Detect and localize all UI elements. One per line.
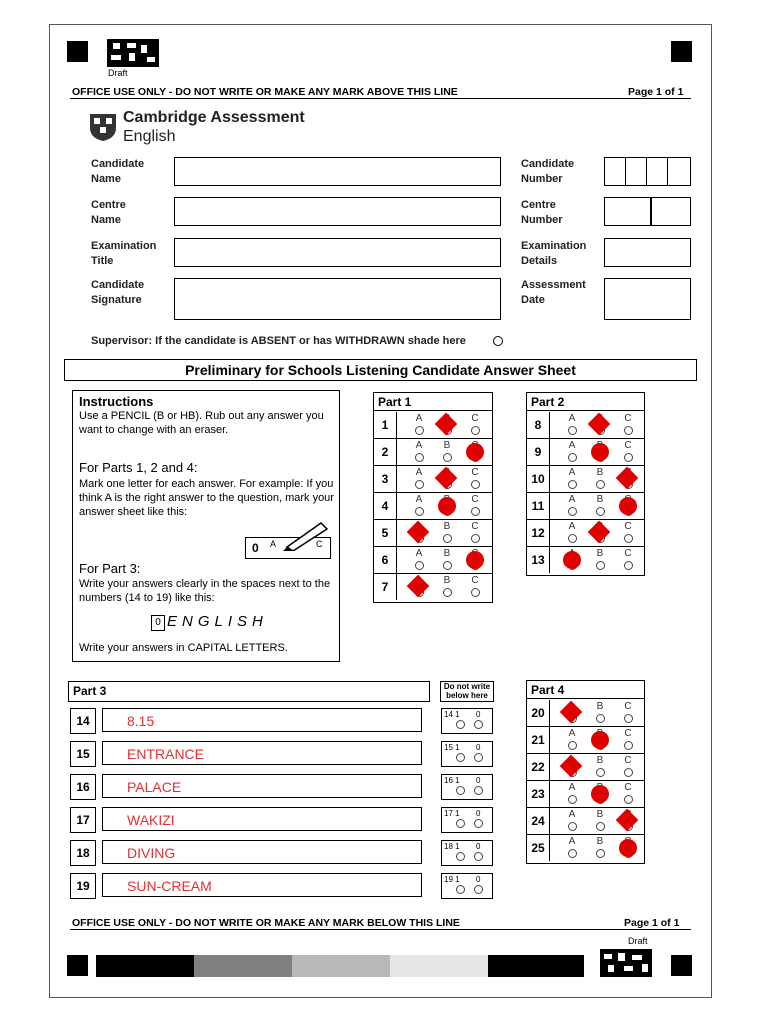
bottom-rule bbox=[70, 929, 691, 930]
part4-title: Part 4 bbox=[527, 681, 644, 699]
option-bubble-a[interactable]: A bbox=[412, 549, 426, 570]
part1-row bbox=[374, 412, 492, 439]
question-number: 21 bbox=[527, 727, 550, 753]
examination-details-label: Examination Details bbox=[521, 240, 587, 267]
part4-row bbox=[527, 700, 644, 727]
logo-line1: Cambridge Assessment bbox=[123, 109, 305, 126]
barcode-bottom bbox=[600, 949, 652, 977]
part3-text: Write your answers clearly in the spaces next to the numbers (14 to 19) like this: bbox=[79, 578, 331, 604]
office-use-top: OFFICE USE ONLY - DO NOT WRITE OR MAKE ANY MARK ABOVE THIS LINE bbox=[72, 86, 458, 98]
option-bubble-c[interactable]: C bbox=[621, 783, 635, 804]
question-number: 20 bbox=[527, 700, 550, 726]
candidate-signature-label: Candidate Signature bbox=[91, 279, 145, 306]
page-number-top: Page 1 of 1 bbox=[628, 86, 684, 98]
example-mark-box: 0 A C bbox=[245, 537, 331, 559]
pencil-mark bbox=[619, 497, 637, 515]
question-number: 1 bbox=[374, 412, 397, 438]
option-bubble-c[interactable]: C bbox=[621, 522, 635, 543]
part1-row bbox=[374, 574, 492, 600]
pencil-instruction: Use a PENCIL (B or HB). Rub out any answer you want to change with an eraser. bbox=[79, 410, 324, 436]
question-number: 10 bbox=[527, 466, 550, 492]
option-bubble-a[interactable]: A bbox=[565, 414, 579, 435]
option-bubble-b[interactable]: B bbox=[440, 549, 454, 570]
part2-row bbox=[527, 466, 644, 493]
pencil-mark bbox=[466, 551, 484, 569]
draft-label-bottom: Draft bbox=[628, 936, 648, 946]
part1-table bbox=[373, 392, 493, 603]
question-number: 5 bbox=[374, 520, 397, 546]
question-number: 7 bbox=[374, 574, 397, 600]
examiner-box: 14 1 0 bbox=[441, 708, 493, 734]
option-bubble-a[interactable]: A bbox=[565, 522, 579, 543]
registration-mark-top-left bbox=[67, 41, 88, 62]
option-bubble-c[interactable]: C bbox=[621, 414, 635, 435]
answer-field[interactable]: WAKIZI bbox=[102, 807, 422, 831]
question-number: 6 bbox=[374, 547, 397, 573]
part1-row bbox=[374, 547, 492, 574]
option-bubble-b[interactable]: B bbox=[593, 468, 607, 489]
candidate-name-field[interactable] bbox=[174, 157, 501, 186]
parts124-heading: For Parts 1, 2 and 4: bbox=[79, 460, 198, 475]
option-bubble-b[interactable]: B bbox=[440, 522, 454, 543]
centre-number-label: Centre Number bbox=[521, 199, 563, 226]
grey-bar-black-2 bbox=[488, 955, 584, 977]
question-number: 22 bbox=[527, 754, 550, 780]
office-use-bottom: OFFICE USE ONLY - DO NOT WRITE OR MAKE ANY MARK BELOW THIS LINE bbox=[72, 917, 460, 929]
option-bubble-b[interactable]: B bbox=[593, 549, 607, 570]
question-number: 8 bbox=[527, 412, 550, 438]
instructions-box bbox=[72, 390, 340, 662]
option-bubble-c[interactable]: C bbox=[468, 495, 482, 516]
option-bubble-c[interactable]: C bbox=[621, 729, 635, 750]
part3-row bbox=[70, 708, 424, 734]
option-bubble-c[interactable]: C bbox=[621, 549, 635, 570]
question-number: 9 bbox=[527, 439, 550, 465]
examiner-box: 18 1 0 bbox=[441, 840, 493, 866]
instructions-heading: Instructions bbox=[79, 394, 154, 409]
absent-shade-bubble[interactable] bbox=[493, 336, 503, 346]
part4-row bbox=[527, 754, 644, 781]
part2-row bbox=[527, 520, 644, 547]
logo-line2: English bbox=[123, 128, 176, 145]
grey-bar-mid bbox=[292, 955, 390, 977]
option-bubble-c[interactable]: C bbox=[468, 414, 482, 435]
part1-row bbox=[374, 520, 492, 547]
option-bubble-b[interactable]: B bbox=[593, 756, 607, 777]
part3-row bbox=[70, 840, 424, 866]
page-number-bottom: Page 1 of 1 bbox=[624, 917, 680, 929]
pencil-mark bbox=[591, 443, 609, 461]
part4-table bbox=[526, 680, 645, 864]
question-number: 12 bbox=[527, 520, 550, 546]
examiner-box: 16 1 0 bbox=[441, 774, 493, 800]
examiner-box: 17 1 0 bbox=[441, 807, 493, 833]
answer-field[interactable]: 8.15 bbox=[102, 708, 422, 732]
option-bubble-b[interactable]: B bbox=[593, 810, 607, 831]
question-number: 13 bbox=[527, 547, 550, 573]
part2-row bbox=[527, 439, 644, 466]
part1-title: Part 1 bbox=[374, 393, 492, 411]
part4-row bbox=[527, 835, 644, 861]
question-number: 11 bbox=[527, 493, 550, 519]
part2-title: Part 2 bbox=[527, 393, 644, 411]
option-bubble-c[interactable]: C bbox=[468, 576, 482, 597]
candidate-name-label: Candidate Name bbox=[91, 158, 145, 185]
centre-name-label: Centre Name bbox=[91, 199, 126, 226]
option-bubble-b[interactable]: B bbox=[593, 837, 607, 858]
part4-row bbox=[527, 727, 644, 754]
part2-row bbox=[527, 412, 644, 439]
option-bubble-c[interactable]: C bbox=[468, 468, 482, 489]
option-bubble-b[interactable]: B bbox=[593, 495, 607, 516]
part3-row bbox=[70, 873, 424, 899]
supervisor-note: Supervisor: If the candidate is ABSENT or has WITHDRAWN shade here bbox=[91, 335, 466, 347]
question-number: 25 bbox=[527, 835, 550, 861]
part2-row bbox=[527, 547, 644, 573]
option-bubble-a[interactable]: A bbox=[412, 441, 426, 462]
question-number: 18 bbox=[70, 840, 96, 866]
option-bubble-c[interactable]: C bbox=[621, 441, 635, 462]
option-bubble-a[interactable]: A bbox=[565, 810, 579, 831]
examination-title-field[interactable] bbox=[174, 238, 501, 267]
examiner-box: 15 1 0 bbox=[441, 741, 493, 767]
part2-table bbox=[526, 392, 645, 576]
part3-row bbox=[70, 741, 424, 767]
examination-title-label: Examination Title bbox=[91, 240, 157, 267]
part3-row bbox=[70, 774, 424, 800]
option-bubble-b[interactable]: B bbox=[440, 441, 454, 462]
assessment-date-field[interactable] bbox=[604, 278, 691, 320]
registration-mark-top-right bbox=[671, 41, 692, 62]
candidate-number-label: Candidate Number bbox=[521, 158, 575, 185]
option-bubble-c[interactable]: C bbox=[621, 756, 635, 777]
pencil-mark bbox=[619, 839, 637, 857]
question-number: 16 bbox=[70, 774, 96, 800]
option-bubble-a[interactable]: A bbox=[565, 468, 579, 489]
option-bubble-a[interactable]: A bbox=[565, 837, 579, 858]
option-bubble-a[interactable]: A bbox=[412, 414, 426, 435]
answer-field[interactable]: PALACE bbox=[102, 774, 422, 798]
question-number: 3 bbox=[374, 466, 397, 492]
option-bubble-a[interactable]: A bbox=[412, 468, 426, 489]
pencil-mark bbox=[438, 497, 456, 515]
question-number: 4 bbox=[374, 493, 397, 519]
part3-row bbox=[70, 807, 424, 833]
centre-number-field[interactable] bbox=[604, 197, 691, 226]
option-bubble-b[interactable]: B bbox=[440, 576, 454, 597]
example-word-box: 0 ENGLISH bbox=[151, 613, 281, 633]
option-bubble-a[interactable]: A bbox=[412, 495, 426, 516]
pencil-mark bbox=[466, 443, 484, 461]
capitals-instruction: Write your answers in CAPITAL LETTERS. bbox=[79, 642, 288, 654]
part4-row bbox=[527, 808, 644, 835]
parts124-text: Mark one letter for each answer. For example: If you think A is the right answer to the question, mark your answer sheet like this: bbox=[79, 478, 334, 518]
registration-mark-bottom-left bbox=[67, 955, 88, 976]
do-not-write-label: Do not write below here bbox=[440, 681, 494, 702]
option-bubble-a[interactable]: A bbox=[565, 495, 579, 516]
candidate-number-field[interactable] bbox=[604, 157, 691, 186]
part1-row bbox=[374, 439, 492, 466]
barcode-top bbox=[107, 39, 159, 67]
question-number: 17 bbox=[70, 807, 96, 833]
cambridge-crest-icon bbox=[88, 112, 118, 142]
assessment-date-label: Assessment Date bbox=[521, 279, 586, 306]
pencil-mark bbox=[591, 731, 609, 749]
sheet-title: Preliminary for Schools Listening Candidate Answer Sheet bbox=[64, 359, 697, 381]
answer-field[interactable]: SUN-CREAM bbox=[102, 873, 422, 897]
question-number: 14 bbox=[70, 708, 96, 734]
candidate-signature-field[interactable] bbox=[174, 278, 501, 320]
option-bubble-c[interactable]: C bbox=[621, 702, 635, 723]
part1-row bbox=[374, 466, 492, 493]
option-bubble-b[interactable]: B bbox=[593, 702, 607, 723]
part3-header: Part 3 bbox=[68, 681, 430, 702]
top-rule bbox=[70, 98, 691, 99]
draft-label: Draft bbox=[108, 68, 128, 78]
option-bubble-a[interactable]: A bbox=[565, 729, 579, 750]
part3-heading: For Part 3: bbox=[79, 561, 141, 576]
answer-field[interactable]: DIVING bbox=[102, 840, 422, 864]
question-number: 19 bbox=[70, 873, 96, 899]
pencil-mark bbox=[563, 551, 581, 569]
grey-bar-black bbox=[96, 955, 194, 977]
examiner-box: 19 1 0 bbox=[441, 873, 493, 899]
examination-details-field[interactable] bbox=[604, 238, 691, 267]
grey-bar-light bbox=[390, 955, 488, 977]
question-number: 15 bbox=[70, 741, 96, 767]
centre-name-field[interactable] bbox=[174, 197, 501, 226]
answer-field[interactable]: ENTRANCE bbox=[102, 741, 422, 765]
part4-row bbox=[527, 781, 644, 808]
question-number: 24 bbox=[527, 808, 550, 834]
registration-mark-bottom-right bbox=[671, 955, 692, 976]
part1-row bbox=[374, 493, 492, 520]
pencil-icon bbox=[281, 519, 329, 551]
pencil-mark bbox=[591, 785, 609, 803]
part2-row bbox=[527, 493, 644, 520]
option-bubble-c[interactable]: C bbox=[468, 522, 482, 543]
question-number: 23 bbox=[527, 781, 550, 807]
grey-bar-dark bbox=[194, 955, 292, 977]
question-number: 2 bbox=[374, 439, 397, 465]
option-bubble-a[interactable]: A bbox=[565, 441, 579, 462]
option-bubble-a[interactable]: A bbox=[565, 783, 579, 804]
